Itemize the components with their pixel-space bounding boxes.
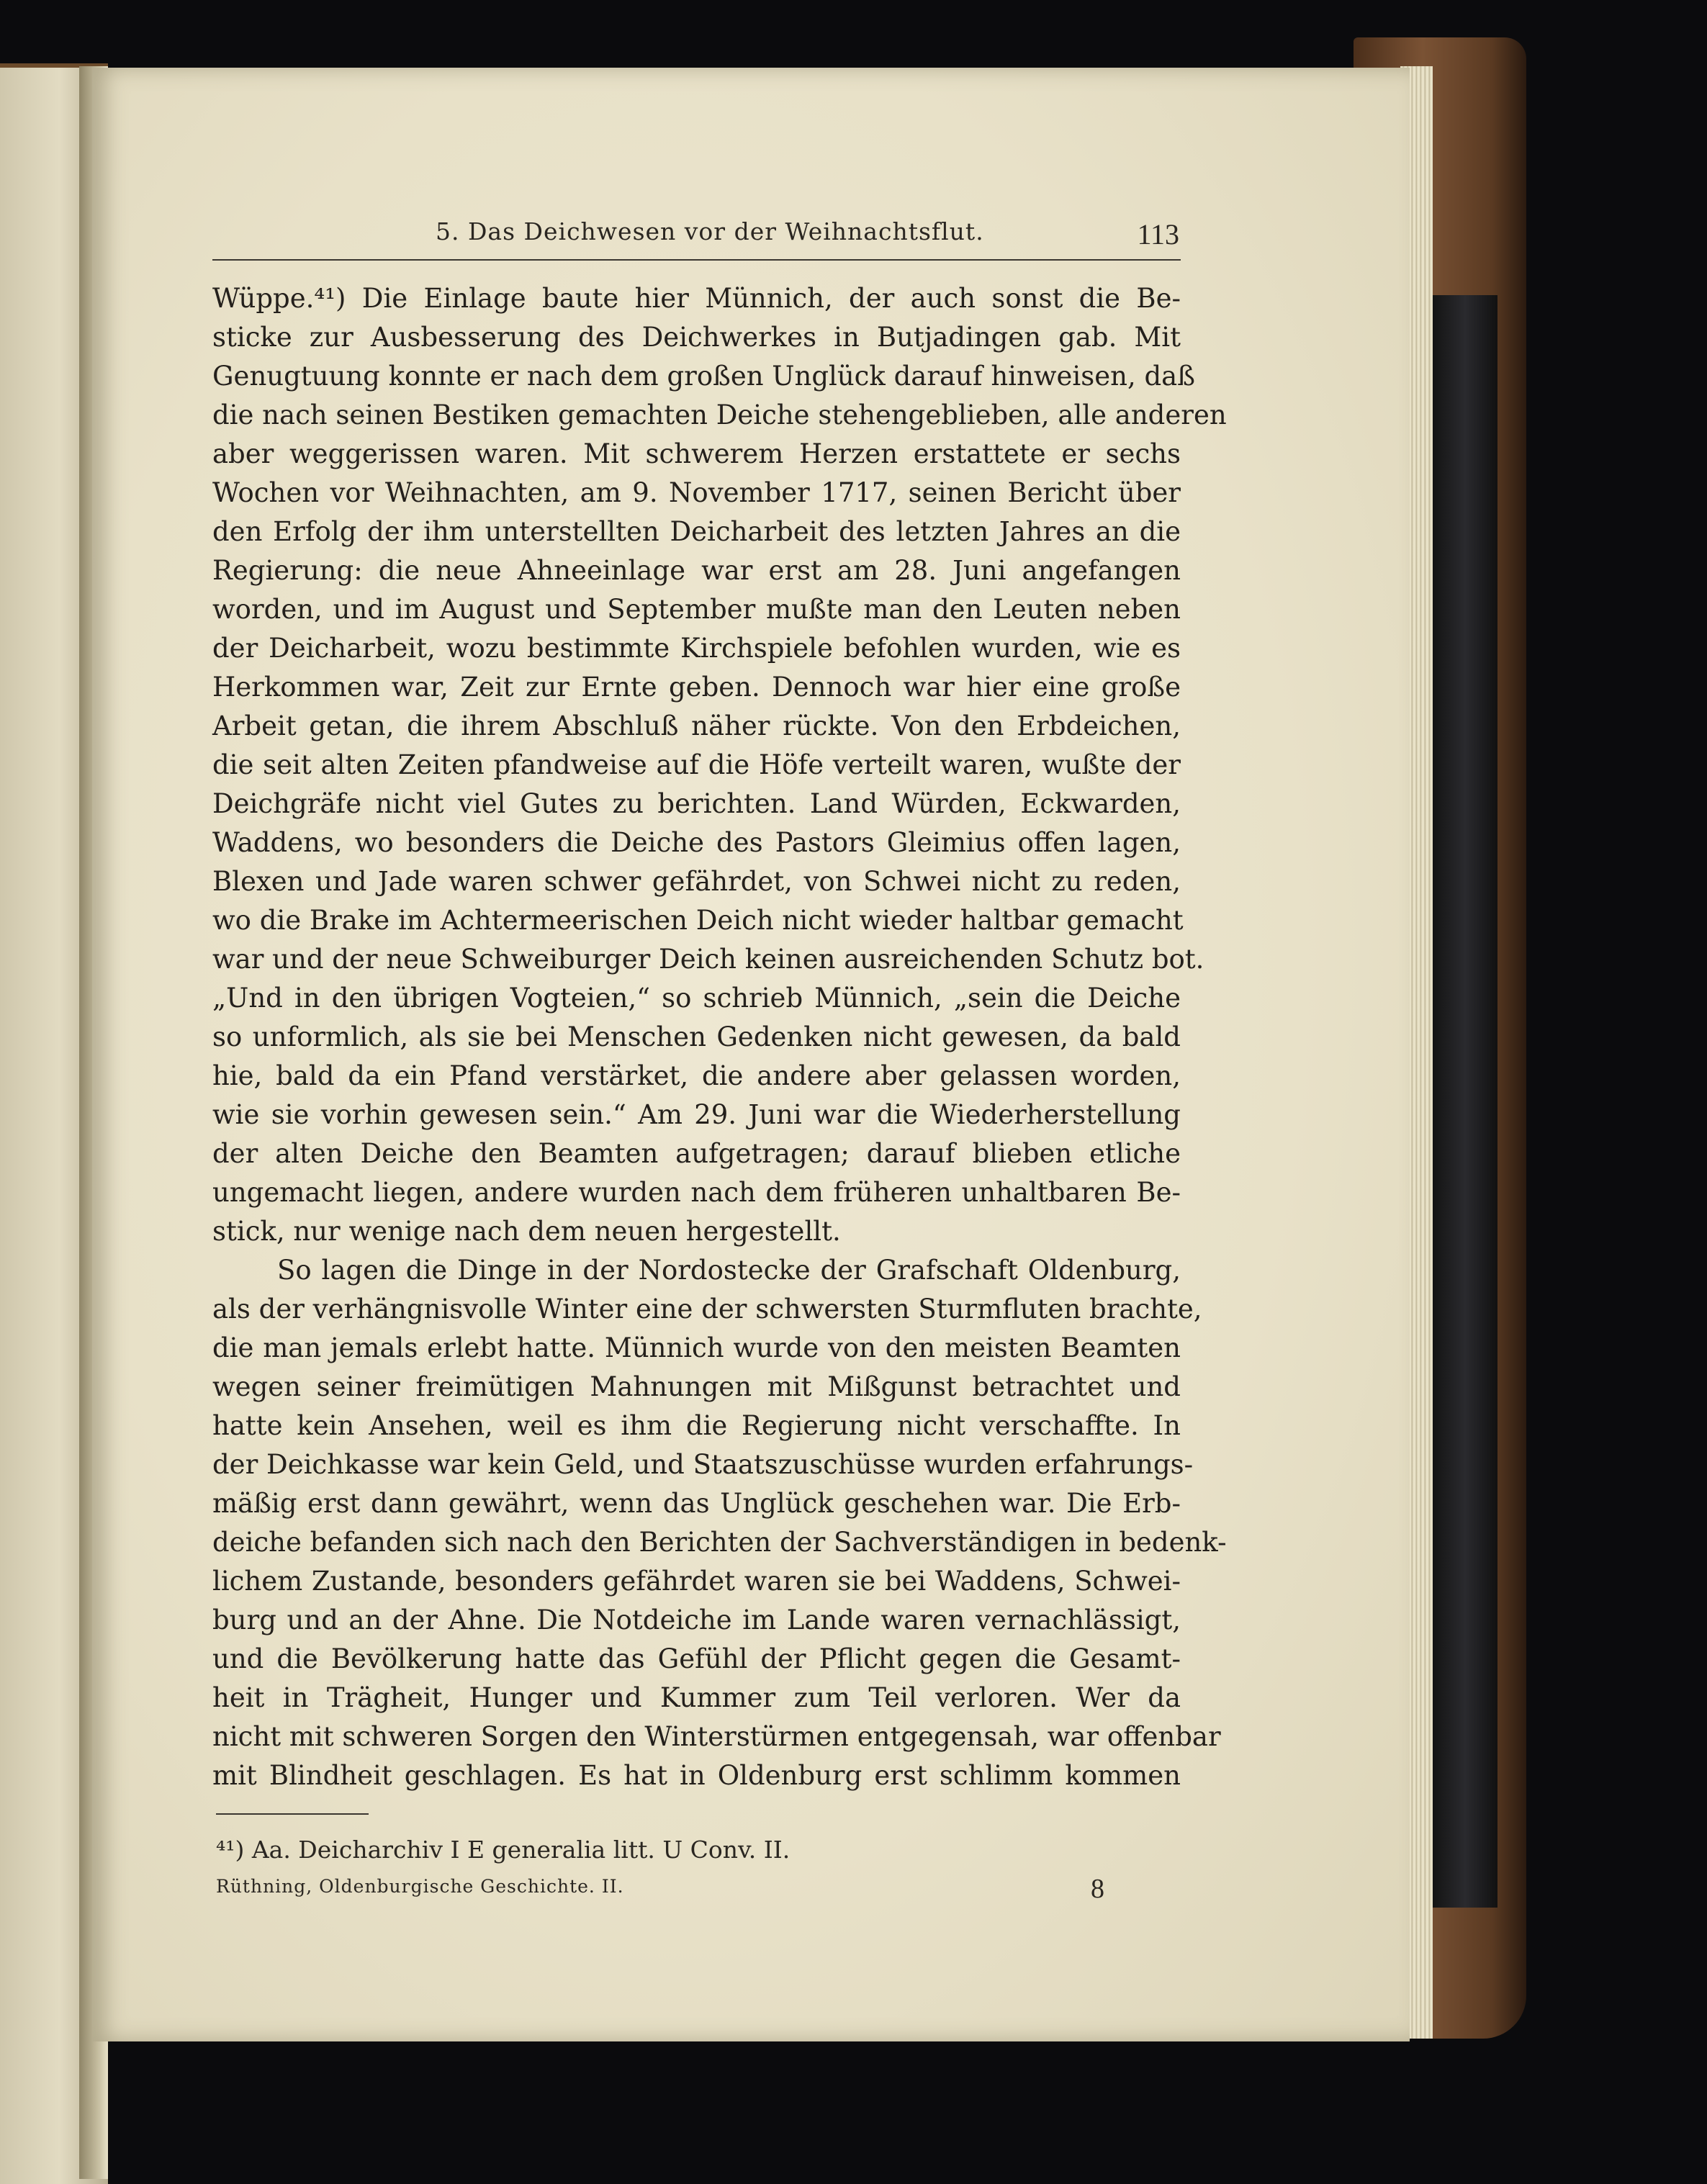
text-line: hie, bald da ein Pfand verstärket, die andere aber gelassen worden, — [212, 1060, 1181, 1091]
text-line: Genugtuung konnte er nach dem großen Unglück darauf hinweisen, daß — [212, 361, 1195, 392]
text-line: sticke zur Ausbesserung des Deichwerkes in Butjadingen gab. Mit — [212, 322, 1181, 353]
footnote: ⁴¹) Aa. Deicharchiv I E generalia litt. U Conv. II. — [216, 1836, 791, 1864]
printer-signature: Rüthning, Oldenburgische Geschichte. II. — [216, 1876, 624, 1897]
text-line: als der verhängnisvolle Winter eine der schwersten Sturmfluten brachte, — [212, 1294, 1202, 1325]
text-line: stick, nur wenige nach dem neuen hergestellt. — [212, 1216, 841, 1247]
text-line: So lagen die Dinge in der Nordostecke der Grafschaft Oldenburg, — [277, 1255, 1181, 1286]
text-line: der Deichkasse war kein Geld, und Staatszuschüsse wurden erfahrungs- — [212, 1449, 1194, 1480]
text-line: „Und in den übrigen Vogteien,“ so schrieb Münnich, „sein die Deiche — [212, 983, 1181, 1014]
text-line: der alten Deiche den Beamten aufgetragen; darauf blieben etliche — [212, 1138, 1181, 1169]
book-cover-inner — [1433, 295, 1497, 1908]
text-line: Blexen und Jade waren schwer gefährdet, von Schwei nicht zu reden, — [212, 866, 1181, 897]
text-line: ungemacht liegen, andere wurden nach dem früheren unhaltbaren Be- — [212, 1177, 1181, 1208]
text-line: mäßig erst dann gewährt, wenn das Unglück geschehen war. Die Erb- — [212, 1488, 1181, 1519]
text-line: deiche befanden sich nach den Berichten der Sachverständigen in bedenk- — [212, 1527, 1227, 1558]
page-number: 113 — [1137, 218, 1179, 251]
text-line: Herkommen war, Zeit zur Ernte geben. Dennoch war hier eine große — [212, 672, 1181, 703]
text-line: Arbeit getan, die ihrem Abschluß näher rückte. Von den Erbdeichen, — [212, 710, 1181, 741]
text-line: hatte kein Ansehen, weil es ihm die Regierung nicht verschaffte. In — [212, 1410, 1181, 1441]
text-line: Waddens, wo besonders die Deiche des Pastors Gleimius offen lagen, — [212, 827, 1181, 858]
text-line: wo die Brake im Achtermeerischen Deich nicht wieder haltbar gemacht — [212, 905, 1184, 936]
text-line: die seit alten Zeiten pfandweise auf die Höfe verteilt waren, wußte der — [212, 749, 1181, 780]
signature-number: 8 — [1091, 1874, 1104, 1904]
text-line: mit Blindheit geschlagen. Es hat in Oldenburg erst schlimm kommen — [212, 1760, 1181, 1791]
text-line: war und der neue Schweiburger Deich keinen ausreichenden Schutz bot. — [212, 944, 1204, 975]
text-line: lichem Zustande, besonders gefährdet waren sie bei Waddens, Schwei- — [212, 1566, 1181, 1597]
text-line: wie sie vorhin gewesen sein.“ Am 29. Juni war die Wiederherstellung — [212, 1099, 1181, 1130]
footnote-rule — [216, 1813, 369, 1815]
text-line: nicht mit schweren Sorgen den Winterstürmen entgegensah, war offenbar — [212, 1721, 1221, 1752]
text-line: Deichgräfe nicht viel Gutes zu berichten. Land Würden, Eckwarden, — [212, 788, 1181, 819]
text-line: die man jemals erlebt hatte. Münnich wurde von den meisten Beamten — [212, 1332, 1181, 1363]
text-line: Regierung: die neue Ahneeinlage war erst am 28. Juni angefangen — [212, 555, 1181, 586]
text-line: die nach seinen Bestiken gemachten Deiche stehengeblieben, alle anderen — [212, 400, 1227, 430]
text-line: heit in Trägheit, Hunger und Kummer zum Teil verloren. Wer da — [212, 1682, 1181, 1713]
running-head-title: 5. Das Deichwesen vor der Weihnachtsflut. — [436, 217, 984, 245]
text-line: aber weggerissen waren. Mit schwerem Herzen erstattete er sechs — [212, 438, 1181, 469]
text-line: Wüppe.⁴¹) Die Einlage baute hier Münnich, der auch sonst die Be- — [212, 283, 1181, 314]
text-line: Wochen vor Weihnachten, am 9. November 1717, seinen Bericht über — [212, 477, 1181, 508]
text-line: worden, und im August und September mußte man den Leuten neben — [212, 594, 1181, 625]
running-head — [212, 216, 1181, 261]
text-line: den Erfolg der ihm unterstellten Deicharbeit des letzten Jahres an die — [212, 516, 1181, 547]
text-line: burg und an der Ahne. Die Notdeiche im Lande waren vernachlässigt, — [212, 1605, 1181, 1635]
text-line: so unformlich, als sie bei Menschen Gedenken nicht gewesen, da bald — [212, 1021, 1181, 1052]
text-line: der Deicharbeit, wozu bestimmte Kirchspiele befohlen wurden, wie es — [212, 633, 1181, 664]
text-line: wegen seiner freimütigen Mahnungen mit Mißgunst betrachtet und — [212, 1371, 1181, 1402]
text-line: und die Bevölkerung hatte das Gefühl der Pflicht gegen die Gesamt- — [212, 1643, 1181, 1674]
body-text — [212, 279, 1227, 1795]
